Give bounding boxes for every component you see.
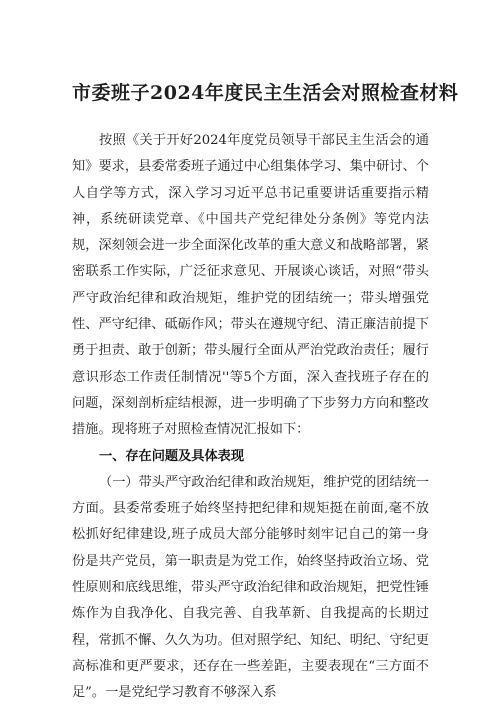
- intro-paragraph: 按照《关于开好2024年度党员领导干部民主生活会的通知》要求，县委常委班子通过中心组集体学习、集中研讨、个人自学等方式，深入学习习近平总书记重要讲话重要指示精神，系统研读党章、《中国共产党纪律处分条例》等党内法规，深刻领会进一步全面深化改革的重大意义和战略部署，紧密联系工作实际，广泛征求意见、开展谈心谈话，对照“带头严守政治纪律和政治规矩，维护党的团结统一；带头增强党性、严守纪律、砥砺作风；带头在遵规守纪、清正廉洁前提下勇于担责、敢于创新；带头履行全面从严治党政治责任；履行意识形态工作责任制情况''等5个方面，深入查找班子存在的问题，深刻剖析症结根源，进一步明确了下步努力方向和整改措施。现将班子对照检查情况汇报如下：: [72, 133, 429, 438]
- section-paragraph: （一）带头严守政治纪律和政治规矩，维护党的团结统一方面。县委常委班子始终坚持把纪律和规矩挺在前面,毫不放松抓好纪律建设,班子成员大部分能够时刻牢记自己的第一身份是共产党员，第一职责是为党工作，始终坚持政治立场、党性原则和底线思维，带头严守政治纪律和政治规矩，把党性锤炼作为自我净化、自我完善、自我革新、自我提高的长期过程，常抓不懈、久久为功。但对照学纪、知纪、明纪、守纪更高标准和更严要求，还存在一些差距，主要表现在“三方面不足”。一是党纪学习教育不够深入系: [72, 474, 429, 701]
- section-heading: 一、存在问题及具体表现: [99, 448, 245, 464]
- document-title: 市委班子2024年度民主生活会对照检查材料: [72, 82, 459, 104]
